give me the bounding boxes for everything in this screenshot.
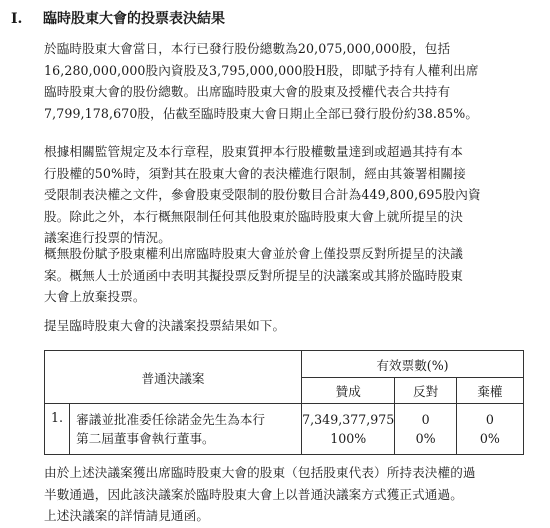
section-title: 臨時股東大會的投票表決結果 [43,11,225,27]
paragraph-no-abstention [44,243,524,308]
against-cell [395,404,456,455]
section-number: I. [11,11,23,27]
paragraph-voting-restriction [44,141,524,249]
for-percentage: 100% [330,431,367,446]
table-row [45,404,524,455]
paragraph-line: 股。除此之外，本行概無限制任何其他股東於臨時股東大會上就所提呈的決 [44,208,463,224]
paragraph-line: 案。概無人士於通函中表明其擬投票反對所提呈的決議案或其將於臨時股東 [44,267,463,283]
paragraph-results-intro [44,315,524,337]
paragraph-line: 根據相關監管規定及本行章程，股東質押本行股權數量達到或超過其持有本 [44,144,463,159]
paragraph-line: 行股權的50%時，須對其在股東大會的表決權進行限制，經由其簽署相關接 [44,165,466,181]
paragraph-line: 大會上放棄投票。 [44,289,146,304]
paragraph-line: 半數通過，因此該決議案於臨時股東大會上以普通決議案方式獲正式通過。 [44,486,463,502]
paragraph-line: 16,280,000,000股內資股及3,795,000,000股H股，即賦予持有人權利出席 [44,62,479,78]
resolution-text-line: 審議並批准委任徐諾金先生為本行 [76,412,265,427]
for-votes: 7,349,377,975 [302,412,395,427]
paragraph-line: 於臨時股東大會當日，本行已發行股份總數為20,075,000,000股，包括 [44,41,451,56]
paragraph-line: 臨時股東大會的股份總數。出席臨時股東大會的股東及授權代表合共持有 [44,84,451,99]
paragraph-share-capital [44,38,524,124]
paragraph-line: 上述決議案的詳情請見通函。 [44,508,210,523]
paragraph-line: 議案進行投票的情況。 [44,230,171,245]
resolution-text [70,404,302,455]
against-votes: 0 [421,412,430,427]
header-abstain: 棄權 [456,378,523,404]
paragraph-line: 概無股份賦予股東權利出席臨時股東大會並於會上僅投票反對所提呈的決議 [44,246,463,261]
abstain-percentage: 0% [479,431,500,446]
paragraph-conclusion [44,462,524,527]
paragraph-line: 7,799,178,670股，佔截至臨時股東大會日期止全部已發行股份約38.85%。 [44,105,479,121]
abstain-cell [456,404,523,455]
voting-results-table [44,350,524,455]
against-percentage: 0% [415,431,436,446]
abstain-votes: 0 [485,412,494,427]
resolution-text-line: 第二屆董事會執行董事。 [76,431,215,446]
resolution-number: 1. [45,404,70,455]
paragraph-line: 受限制表決權之文件，參會股東受限制的股份數目合計為449,800,695股內資 [44,187,481,202]
paragraph-line: 由於上述決議案獲出席臨時股東大會的股東（包括股東代表）所持表決權的過 [44,465,476,480]
header-valid-votes: 有效票數(%) [301,351,523,378]
paragraph-line: 提呈臨時股東大會的決議案投票結果如下。 [44,318,286,333]
header-ordinary-resolution: 普通決議案 [45,351,302,404]
for-cell [301,404,395,455]
header-for: 贊成 [301,378,395,404]
section-heading [11,9,225,29]
header-against: 反對 [395,378,456,404]
